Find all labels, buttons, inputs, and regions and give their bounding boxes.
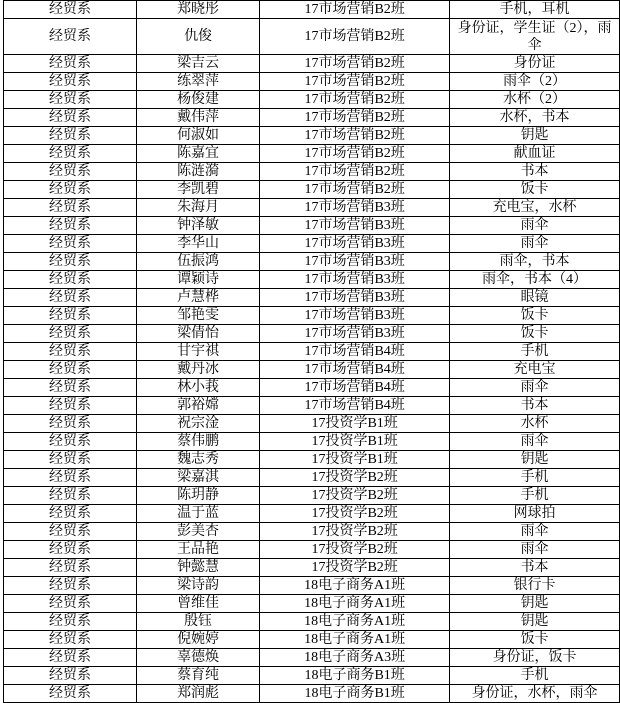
table-row	[4, 271, 620, 289]
department-cell: 经贸系	[4, 145, 137, 163]
class-cell: 17市场营销B2班	[260, 1, 450, 19]
table-row	[4, 19, 620, 55]
class-cell: 17投资学B2班	[260, 469, 450, 487]
student-name-cell: 彭美杏	[136, 523, 259, 541]
class-cell: 17市场营销B4班	[260, 379, 450, 397]
student-name-cell: 魏志秀	[136, 451, 259, 469]
department-cell: 经贸系	[4, 181, 137, 199]
table-row	[4, 379, 620, 397]
student-name-cell: 祝宗淦	[136, 415, 259, 433]
class-cell: 17市场营销B3班	[260, 199, 450, 217]
department-cell: 经贸系	[4, 271, 137, 289]
table-row	[4, 343, 620, 361]
class-cell: 17市场营销B2班	[260, 91, 450, 109]
student-name-cell: 倪婉婷	[136, 631, 259, 649]
department-cell: 经贸系	[4, 1, 137, 19]
class-cell: 18电子商务A1班	[260, 595, 450, 613]
items-cell: 书本	[450, 397, 620, 415]
lost-and-found-table	[3, 0, 620, 703]
student-name-cell: 伍振鸿	[136, 253, 259, 271]
student-name-cell: 李华山	[136, 235, 259, 253]
department-cell: 经贸系	[4, 451, 137, 469]
table-row	[4, 253, 620, 271]
items-cell: 身份证	[450, 55, 620, 73]
department-cell: 经贸系	[4, 487, 137, 505]
table-row	[4, 127, 620, 145]
class-cell: 18电子商务B1班	[260, 685, 450, 703]
table-row	[4, 649, 620, 667]
student-name-cell: 仇俊	[136, 19, 259, 55]
student-name-cell: 郑晓彤	[136, 1, 259, 19]
student-name-cell: 殷钰	[136, 613, 259, 631]
student-name-cell: 杨俊建	[136, 91, 259, 109]
items-cell: 饭卡	[450, 307, 620, 325]
department-cell: 经贸系	[4, 415, 137, 433]
items-cell: 身份证，学生证（2），雨伞	[450, 19, 620, 55]
items-cell: 身份证，水杯，雨伞	[450, 685, 620, 703]
class-cell: 18电子商务A1班	[260, 613, 450, 631]
class-cell: 18电子商务A1班	[260, 631, 450, 649]
items-cell: 雨伞	[450, 235, 620, 253]
department-cell: 经贸系	[4, 361, 137, 379]
items-cell: 水杯（2）	[450, 91, 620, 109]
student-name-cell: 辜德焕	[136, 649, 259, 667]
table-row	[4, 145, 620, 163]
department-cell: 经贸系	[4, 397, 137, 415]
table-row	[4, 73, 620, 91]
class-cell: 17市场营销B3班	[260, 271, 450, 289]
class-cell: 17市场营销B4班	[260, 397, 450, 415]
student-name-cell: 梁诗韵	[136, 577, 259, 595]
items-cell: 钥匙	[450, 595, 620, 613]
items-cell: 书本	[450, 163, 620, 181]
class-cell: 17投资学B1班	[260, 433, 450, 451]
student-name-cell: 卢慧桦	[136, 289, 259, 307]
student-name-cell: 邹艳雯	[136, 307, 259, 325]
department-cell: 经贸系	[4, 91, 137, 109]
items-cell: 网球拍	[450, 505, 620, 523]
department-cell: 经贸系	[4, 343, 137, 361]
student-name-cell: 戴丹冰	[136, 361, 259, 379]
table-row	[4, 181, 620, 199]
student-name-cell: 李凯碧	[136, 181, 259, 199]
class-cell: 17市场营销B3班	[260, 235, 450, 253]
student-name-cell: 陈玥静	[136, 487, 259, 505]
student-name-cell: 郑润彪	[136, 685, 259, 703]
student-name-cell: 梁倩怡	[136, 325, 259, 343]
department-cell: 经贸系	[4, 433, 137, 451]
student-name-cell: 林小莪	[136, 379, 259, 397]
items-cell: 雨伞，书本	[450, 253, 620, 271]
table-row	[4, 415, 620, 433]
table-row	[4, 289, 620, 307]
class-cell: 17市场营销B2班	[260, 55, 450, 73]
items-cell: 眼镜	[450, 289, 620, 307]
items-cell: 雨伞	[450, 541, 620, 559]
class-cell: 17市场营销B3班	[260, 289, 450, 307]
items-cell: 饭卡	[450, 325, 620, 343]
student-name-cell: 陈嘉宜	[136, 145, 259, 163]
department-cell: 经贸系	[4, 163, 137, 181]
department-cell: 经贸系	[4, 613, 137, 631]
table-row	[4, 685, 620, 703]
student-name-cell: 梁嘉淇	[136, 469, 259, 487]
table-row	[4, 523, 620, 541]
student-name-cell: 陈涟漪	[136, 163, 259, 181]
department-cell: 经贸系	[4, 109, 137, 127]
class-cell: 18电子商务B1班	[260, 667, 450, 685]
items-cell: 手机	[450, 667, 620, 685]
table-body	[4, 1, 620, 703]
student-name-cell: 蔡伟鹏	[136, 433, 259, 451]
table-row	[4, 433, 620, 451]
items-cell: 手机	[450, 469, 620, 487]
department-cell: 经贸系	[4, 307, 137, 325]
department-cell: 经贸系	[4, 559, 137, 577]
table-row	[4, 91, 620, 109]
table-row	[4, 1, 620, 19]
department-cell: 经贸系	[4, 469, 137, 487]
class-cell: 17市场营销B2班	[260, 145, 450, 163]
student-name-cell: 梁吉云	[136, 55, 259, 73]
class-cell: 17市场营销B2班	[260, 73, 450, 91]
department-cell: 经贸系	[4, 199, 137, 217]
items-cell: 雨伞，书本（4）	[450, 271, 620, 289]
table-row	[4, 559, 620, 577]
student-name-cell: 何淑如	[136, 127, 259, 145]
table-row	[4, 613, 620, 631]
class-cell: 17市场营销B2班	[260, 181, 450, 199]
student-name-cell: 钟懿慧	[136, 559, 259, 577]
class-cell: 17市场营销B2班	[260, 19, 450, 55]
table-row	[4, 541, 620, 559]
table-row	[4, 199, 620, 217]
department-cell: 经贸系	[4, 19, 137, 55]
class-cell: 17市场营销B2班	[260, 109, 450, 127]
class-cell: 17投资学B1班	[260, 415, 450, 433]
items-cell: 书本	[450, 559, 620, 577]
table-row	[4, 577, 620, 595]
class-cell: 17投资学B2班	[260, 505, 450, 523]
class-cell: 17市场营销B3班	[260, 253, 450, 271]
student-name-cell: 王品艳	[136, 541, 259, 559]
items-cell: 雨伞	[450, 379, 620, 397]
department-cell: 经贸系	[4, 505, 137, 523]
class-cell: 17投资学B2班	[260, 559, 450, 577]
items-cell: 钥匙	[450, 127, 620, 145]
items-cell: 雨伞（2）	[450, 73, 620, 91]
items-cell: 雨伞	[450, 217, 620, 235]
class-cell: 17市场营销B3班	[260, 217, 450, 235]
items-cell: 水杯，书本	[450, 109, 620, 127]
items-cell: 充电宝，水杯	[450, 199, 620, 217]
items-cell: 钥匙	[450, 613, 620, 631]
department-cell: 经贸系	[4, 667, 137, 685]
student-name-cell: 曾维佳	[136, 595, 259, 613]
student-name-cell: 钟泽敏	[136, 217, 259, 235]
items-cell: 身份证，饭卡	[450, 649, 620, 667]
department-cell: 经贸系	[4, 73, 137, 91]
department-cell: 经贸系	[4, 253, 137, 271]
table-row	[4, 361, 620, 379]
table-row	[4, 109, 620, 127]
table-row	[4, 667, 620, 685]
student-name-cell: 练翠萍	[136, 73, 259, 91]
items-cell: 饭卡	[450, 631, 620, 649]
class-cell: 17投资学B2班	[260, 487, 450, 505]
items-cell: 手机，耳机	[450, 1, 620, 19]
table-row	[4, 55, 620, 73]
department-cell: 经贸系	[4, 235, 137, 253]
department-cell: 经贸系	[4, 631, 137, 649]
items-cell: 充电宝	[450, 361, 620, 379]
table-row	[4, 469, 620, 487]
items-cell: 献血证	[450, 145, 620, 163]
items-cell: 银行卡	[450, 577, 620, 595]
student-name-cell: 甘宇祺	[136, 343, 259, 361]
table-row	[4, 217, 620, 235]
department-cell: 经贸系	[4, 379, 137, 397]
department-cell: 经贸系	[4, 289, 137, 307]
table-row	[4, 487, 620, 505]
class-cell: 17投资学B2班	[260, 541, 450, 559]
table-row	[4, 235, 620, 253]
department-cell: 经贸系	[4, 325, 137, 343]
table-row	[4, 163, 620, 181]
department-cell: 经贸系	[4, 541, 137, 559]
department-cell: 经贸系	[4, 217, 137, 235]
items-cell: 手机	[450, 343, 620, 361]
student-name-cell: 谭颖诗	[136, 271, 259, 289]
department-cell: 经贸系	[4, 55, 137, 73]
table-row	[4, 631, 620, 649]
department-cell: 经贸系	[4, 577, 137, 595]
class-cell: 17市场营销B3班	[260, 307, 450, 325]
class-cell: 17市场营销B3班	[260, 325, 450, 343]
class-cell: 17市场营销B4班	[260, 343, 450, 361]
table-row	[4, 397, 620, 415]
items-cell: 饭卡	[450, 181, 620, 199]
student-name-cell: 蔡育纯	[136, 667, 259, 685]
class-cell: 17市场营销B2班	[260, 127, 450, 145]
student-name-cell: 朱海月	[136, 199, 259, 217]
class-cell: 18电子商务A3班	[260, 649, 450, 667]
items-cell: 手机	[450, 487, 620, 505]
items-cell: 雨伞	[450, 523, 620, 541]
class-cell: 17市场营销B4班	[260, 361, 450, 379]
table-row	[4, 595, 620, 613]
table-row	[4, 325, 620, 343]
student-name-cell: 戴伟萍	[136, 109, 259, 127]
class-cell: 18电子商务A1班	[260, 577, 450, 595]
department-cell: 经贸系	[4, 595, 137, 613]
class-cell: 17投资学B1班	[260, 451, 450, 469]
table-row	[4, 505, 620, 523]
student-name-cell: 温于蓝	[136, 505, 259, 523]
table-row	[4, 307, 620, 325]
department-cell: 经贸系	[4, 523, 137, 541]
student-name-cell: 郭裕嫦	[136, 397, 259, 415]
class-cell: 17投资学B2班	[260, 523, 450, 541]
department-cell: 经贸系	[4, 127, 137, 145]
items-cell: 水杯	[450, 415, 620, 433]
items-cell: 雨伞	[450, 433, 620, 451]
items-cell: 钥匙	[450, 451, 620, 469]
table-row	[4, 451, 620, 469]
class-cell: 17市场营销B2班	[260, 163, 450, 181]
department-cell: 经贸系	[4, 649, 137, 667]
department-cell: 经贸系	[4, 685, 137, 703]
